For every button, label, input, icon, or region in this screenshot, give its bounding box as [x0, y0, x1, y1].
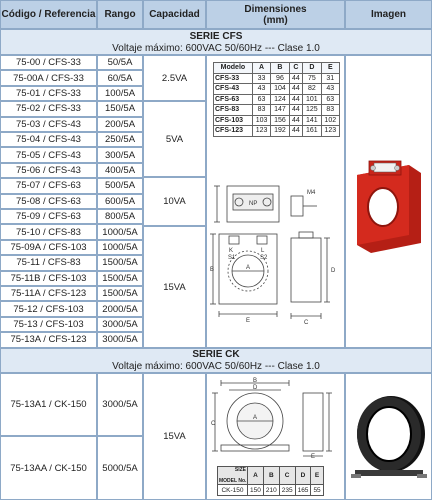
ck-dim-header-cell: A — [248, 467, 264, 485]
header-code-label: Código / Referencia — [1, 9, 96, 20]
header-capacity — [143, 0, 206, 29]
capacity-cell-1 — [143, 55, 206, 101]
cfs-code-value: 75-02 / CFS-33 — [16, 103, 81, 115]
capacity-cell-3 — [143, 177, 206, 226]
cfs-code-cell — [0, 224, 97, 239]
dim-header-cell: B — [271, 63, 289, 74]
series-ck-title: SERIE CK — [192, 349, 240, 360]
label-b: B — [210, 267, 215, 273]
cfs-range-cell — [97, 163, 143, 178]
cfs-range-cell — [97, 255, 143, 270]
dim-table-cell: 156 — [271, 115, 289, 126]
series-cfs-band — [0, 29, 432, 55]
dim-header-cell: D — [303, 63, 321, 74]
cfs-range-cell — [97, 178, 143, 193]
label-c: C — [211, 421, 216, 427]
cfs-dimensions-cell — [206, 55, 345, 348]
cfs-range-value: 2000/5A — [102, 303, 138, 315]
cfs-code-cell — [0, 132, 97, 147]
label-e: E — [311, 454, 316, 459]
cfs-code-cell — [0, 101, 97, 116]
dim-table-cell: 44 — [289, 115, 303, 126]
cfs-code-value: 75-12 / CFS-103 — [13, 303, 84, 315]
cfs-code-cell — [0, 86, 97, 101]
cfs-code-cell — [0, 194, 97, 209]
cfs-range-value: 250/5A — [104, 134, 136, 146]
header-image — [345, 0, 432, 29]
dim-table-cell: 43 — [252, 84, 270, 95]
ck-dimensions-cell — [206, 373, 345, 500]
cfs-code-cell — [0, 317, 97, 332]
ck-dimension-table — [217, 466, 324, 496]
cfs-range-cell — [97, 194, 143, 209]
capacity-cell-4 — [143, 226, 206, 348]
cfs-range-cell — [97, 209, 143, 224]
dim-table-row — [214, 105, 340, 116]
cfs-range-cell — [97, 332, 143, 347]
cfs-range-value: 1500/5A — [102, 272, 138, 284]
header-code — [0, 0, 97, 29]
dim-table-cell: 63 — [252, 94, 270, 105]
dim-table-row — [214, 126, 340, 137]
label-b: B — [253, 378, 258, 384]
dim-table-cell: 141 — [303, 115, 321, 126]
cfs-range-cell — [97, 86, 143, 101]
label-l: L — [261, 248, 265, 254]
cfs-range-cell — [97, 240, 143, 255]
ck-dim-header-row — [218, 467, 324, 485]
label-np: NP — [249, 201, 258, 207]
cfs-range-value: 3000/5A — [102, 334, 138, 346]
ck-capacity-value: 15VA — [163, 431, 186, 442]
cfs-code-value: 75-09A / CFS-103 — [10, 241, 87, 253]
cfs-range-value: 300/5A — [104, 149, 136, 161]
ck-code-value: 75-13A1 / CK-150 — [10, 399, 87, 410]
dim-table-cell: 101 — [303, 94, 321, 105]
dim-table-cell: 44 — [289, 105, 303, 116]
dim-table-row — [214, 115, 340, 126]
cfs-code-value: 75-10 / CFS-83 — [16, 226, 81, 238]
dim-table-cell: 124 — [271, 94, 289, 105]
cfs-code-cell — [0, 178, 97, 193]
cfs-range-cell — [97, 147, 143, 162]
dim-table-row — [214, 73, 340, 84]
cfs-range-cell — [97, 301, 143, 316]
label-s2: S2 — [260, 255, 268, 261]
ck-technical-drawing — [211, 377, 341, 459]
cfs-range-value: 100/5A — [104, 87, 136, 99]
dim-table-cell: 123 — [321, 126, 339, 137]
header-range — [97, 0, 143, 29]
cfs-range-cell — [97, 117, 143, 132]
cfs-range-cell — [97, 271, 143, 286]
cfs-range-cell — [97, 101, 143, 116]
dim-table-cell: 43 — [321, 84, 339, 95]
dim-table-cell: 63 — [321, 94, 339, 105]
cfs-side-view — [291, 238, 321, 302]
ck-image-cell — [345, 373, 432, 500]
cfs-range-cell — [97, 286, 143, 301]
ck-code-cell — [0, 373, 97, 436]
label-a: A — [246, 265, 251, 271]
ck-dim-cell: 150 — [248, 485, 264, 496]
cfs-range-value: 3000/5A — [102, 318, 138, 330]
dim-table-cell: 102 — [321, 115, 339, 126]
cfs-code-value: 75-08 / CFS-63 — [16, 195, 81, 207]
cfs-product-image — [349, 147, 429, 257]
ck-corner-size: SIZE — [234, 467, 246, 473]
cfs-code-value: 75-11B / CFS-103 — [10, 272, 87, 284]
cfs-range-value: 1500/5A — [102, 288, 138, 300]
ck-dim-header-cell: E — [311, 467, 323, 485]
label-e: E — [246, 318, 251, 324]
dim-table-row — [214, 94, 340, 105]
cfs-code-value: 75-04 / CFS-43 — [16, 134, 81, 146]
dim-table-row — [214, 84, 340, 95]
dim-table-cell: 161 — [303, 126, 321, 137]
dim-table-cell: 31 — [321, 73, 339, 84]
header-capacity-label: Capacidad — [149, 9, 200, 20]
cfs-code-cell — [0, 286, 97, 301]
label-c: C — [304, 320, 309, 326]
dim-table-cell: CFS-43 — [214, 84, 253, 95]
capacity-cell-2 — [143, 101, 206, 177]
cfs-range-cell — [97, 55, 143, 70]
cfs-code-value: 75-09 / CFS-63 — [16, 211, 81, 223]
dim-table-cell: 44 — [289, 126, 303, 137]
ck-capacity-cell — [143, 373, 206, 500]
cfs-code-cell — [0, 209, 97, 224]
dim-header-cell: A — [252, 63, 270, 74]
cfs-code-cell — [0, 271, 97, 286]
cfs-code-cell — [0, 117, 97, 132]
ck-side-view — [303, 393, 323, 451]
series-ck-band — [0, 348, 432, 373]
dim-table-cell: 104 — [271, 84, 289, 95]
ck-corner-model: MODEL No. — [219, 478, 247, 484]
dim-table-cell: 44 — [289, 84, 303, 95]
cfs-range-value: 800/5A — [104, 211, 136, 223]
cfs-range-cell — [97, 224, 143, 239]
cfs-code-value: 75-05 / CFS-43 — [16, 149, 81, 161]
dim-table-cell: CFS-83 — [214, 105, 253, 116]
cfs-code-value: 75-13 / CFS-103 — [13, 318, 84, 330]
cfs-code-value: 75-11 / CFS-83 — [16, 257, 81, 269]
dim-header-cell: Modelo — [214, 63, 253, 74]
dim-table-body — [214, 73, 340, 136]
cfs-range-value: 600/5A — [104, 195, 136, 207]
dim-table-cell: 75 — [303, 73, 321, 84]
ck-range-cell — [97, 436, 143, 500]
cfs-code-value: 75-03 / CFS-43 — [16, 118, 81, 130]
ck-dim-cell: 55 — [311, 485, 323, 496]
cfs-code-cell — [0, 147, 97, 162]
cfs-code-value: 75-00 / CFS-33 — [16, 57, 81, 69]
cfs-code-cell — [0, 70, 97, 85]
ck-dim-header-cell: C — [279, 467, 295, 485]
cfs-code-cell — [0, 255, 97, 270]
dim-table-cell: CFS-103 — [214, 115, 253, 126]
dim-table-cell: CFS-33 — [214, 73, 253, 84]
cfs-range-value: 200/5A — [104, 118, 136, 130]
header-dimensions — [206, 0, 345, 29]
ck-range-value: 5000/5A — [102, 462, 138, 474]
cfs-image-cell — [345, 55, 432, 348]
dim-table-cell: 82 — [303, 84, 321, 95]
cfs-range-value: 60/5A — [107, 72, 133, 84]
cfs-range-value: 400/5A — [104, 164, 136, 176]
dim-table-cell: 147 — [271, 105, 289, 116]
dim-table-cell: 123 — [252, 126, 270, 137]
capacity-value: 5VA — [165, 133, 184, 145]
dim-table-cell: CFS-123 — [214, 126, 253, 137]
dim-table-cell: CFS-63 — [214, 94, 253, 105]
cfs-code-cell — [0, 163, 97, 178]
cfs-code-value: 75-00A / CFS-33 — [13, 72, 84, 84]
ck-dim-header-cell: D — [295, 467, 311, 485]
cfs-range-cell — [97, 70, 143, 85]
series-ck-voltage: Voltaje máximo: 600VAC 50/60Hz --- Clase 1.0 — [112, 361, 320, 372]
ck-dim-cell: 165 — [295, 485, 311, 496]
ck-dim-cell: CK-150 — [218, 485, 248, 496]
dim-table-cell: 83 — [321, 105, 339, 116]
ck-dim-cell: 210 — [263, 485, 279, 496]
cfs-code-cell — [0, 332, 97, 347]
ck-range-cell — [97, 373, 143, 436]
cfs-code-value: 75-06 / CFS-43 — [16, 164, 81, 176]
dim-table-cell: 33 — [252, 73, 270, 84]
ck-dim-header-cell: B — [263, 467, 279, 485]
ck-dim-cell: 235 — [279, 485, 295, 496]
label-d: D — [331, 268, 336, 274]
dim-header-cell: E — [321, 63, 339, 74]
cfs-range-value: 150/5A — [104, 103, 136, 115]
label-s1: S1 — [228, 255, 236, 261]
dim-table-cell: 44 — [289, 73, 303, 84]
cfs-code-value: 75-11A / CFS-123 — [10, 288, 87, 300]
cfs-code-cell — [0, 301, 97, 316]
dim-table-cell: 83 — [252, 105, 270, 116]
capacity-value: 2.5VA — [161, 72, 188, 84]
ck-product-image — [349, 382, 429, 492]
label-k: K — [229, 248, 234, 254]
dim-table-cell: 44 — [289, 94, 303, 105]
cfs-code-cell — [0, 240, 97, 255]
cfs-range-value: 1000/5A — [102, 226, 138, 238]
ck-code-value: 75-13AA / CK-150 — [10, 462, 87, 474]
ck-range-value: 3000/5A — [102, 399, 138, 410]
cfs-range-cell — [97, 132, 143, 147]
cfs-code-value: 75-13A / CFS-123 — [10, 334, 87, 346]
header-dimensions-label: Dimensiones (mm) — [244, 3, 307, 26]
cfs-code-cell — [0, 55, 97, 70]
capacity-value: 15VA — [163, 281, 186, 293]
ck-code-cell — [0, 436, 97, 500]
cfs-range-cell — [97, 317, 143, 332]
dim-table-cell: 103 — [252, 115, 270, 126]
cfs-range-value: 500/5A — [104, 180, 136, 192]
ck-dim-row — [218, 485, 324, 496]
cfs-range-value: 50/5A — [107, 57, 133, 69]
capacity-value: 10VA — [163, 196, 186, 207]
label-d: D — [253, 385, 258, 391]
header-range-label: Rango — [104, 9, 136, 20]
cfs-range-value: 1500/5A — [102, 257, 138, 269]
cfs-range-value: 1000/5A — [102, 241, 138, 253]
cfs-technical-drawing — [209, 176, 344, 346]
label-m4: M4 — [307, 190, 316, 196]
ck-dim-corner — [218, 467, 248, 485]
cfs-dimension-table — [213, 62, 340, 137]
series-cfs-title: SERIE CFS — [189, 31, 243, 42]
dim-header-cell: C — [289, 63, 303, 74]
dim-table-header-row — [214, 63, 340, 74]
label-a: A — [253, 415, 258, 421]
dim-table-cell: 96 — [271, 73, 289, 84]
cfs-code-value: 75-01 / CFS-33 — [16, 87, 81, 99]
series-cfs-voltage: Voltaje máximo: 600VAC 50/60Hz --- Clase 1.0 — [112, 43, 320, 54]
dim-table-cell: 192 — [271, 126, 289, 137]
header-image-label: Imagen — [370, 9, 406, 20]
dim-table-cell: 125 — [303, 105, 321, 116]
cfs-code-value: 75-07 / CFS-63 — [16, 180, 81, 192]
